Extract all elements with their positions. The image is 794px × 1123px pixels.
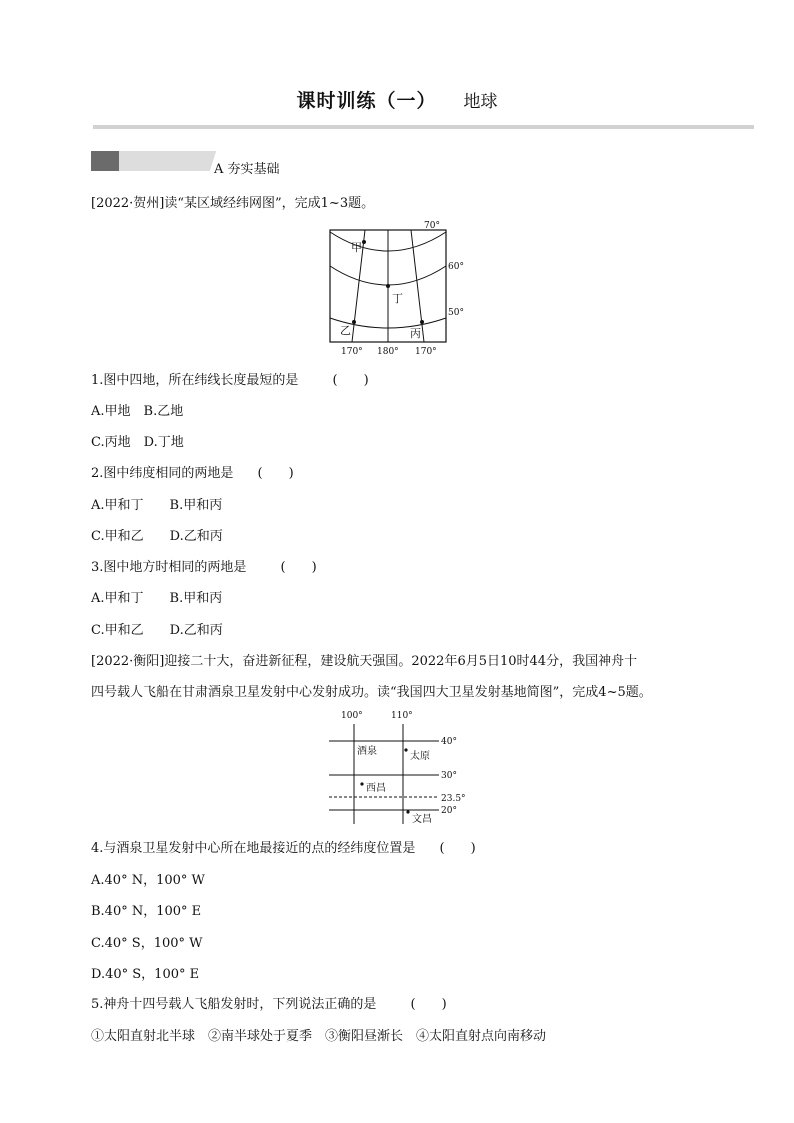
point-wenchang (406, 810, 409, 813)
title-divider (93, 125, 754, 129)
section-label: A 夯实基础 (214, 162, 280, 177)
point-yi (352, 320, 356, 324)
question-1-options-ab: A.甲地 B.乙地 (91, 404, 184, 419)
question-3-options-ab: A.甲和丁 B.甲和丙 (91, 591, 223, 606)
lon-label-170e: 170° (415, 347, 437, 357)
lat-label-30: 30° (441, 771, 457, 781)
question-1-blank: ( ) (332, 373, 369, 388)
point-taiyuan (404, 748, 407, 751)
launch-base-map-figure (324, 706, 474, 830)
section-tab-light (112, 151, 216, 171)
place-jiuquan: 酒泉 (357, 746, 377, 757)
question-1-options-cd: C.丙地 D.丁地 (91, 435, 184, 450)
lat-label-40: 40° (441, 737, 457, 747)
question-1-stem: 1.图中四地，所在纬线长度最短的是 (91, 373, 299, 388)
question-4-option-b: B.40° N，100° E (91, 904, 202, 919)
label-ding: 丁 (392, 292, 403, 305)
question-2-stem: 2.图中纬度相同的两地是 (91, 466, 234, 481)
page-subtitle: 地球 (463, 92, 498, 112)
section-tab-graphic (91, 151, 213, 171)
place-xichang: 西昌 (366, 783, 386, 794)
question-2-blank: ( ) (257, 466, 294, 481)
question-5-stem: 5.神舟十四号载人飞船发射时，下列说法正确的是 (91, 997, 377, 1012)
lat-label-20: 20° (441, 806, 457, 816)
lon-label-100: 100° (341, 711, 363, 721)
question-4-option-a: A.40° N，100° W (91, 873, 205, 888)
question-3-stem: 3.图中地方时相同的两地是 (91, 560, 247, 575)
question-3 (91, 556, 317, 575)
lat-label-70: 70° (424, 221, 440, 231)
page-title: 课时训练（一） (296, 90, 437, 112)
lat-label-23-5: 23.5° (441, 794, 466, 804)
intro-questions-4-5-line1: [2022·衡阳]迎接二十大，奋进新征程，建设航天强国。2022年6月5日10时44分，我国神舟十 (91, 654, 638, 669)
lon-label-110: 110° (391, 711, 413, 721)
intro-questions-1-3: [2022·贺州]读“某区域经纬网图”，完成1~3题。 (91, 196, 375, 211)
question-1 (91, 369, 369, 388)
lat-label-60: 60° (448, 262, 464, 272)
question-4-blank: ( ) (439, 841, 476, 856)
point-ding (386, 284, 390, 288)
lon-label-170w: 170° (341, 347, 363, 357)
place-taiyuan: 太原 (410, 751, 430, 762)
label-yi: 乙 (340, 324, 351, 337)
point-jia (362, 240, 366, 244)
question-5-blank: ( ) (410, 997, 447, 1012)
page-header (0, 86, 794, 113)
intro-questions-4-5-line2: 四号载人飞船在甘肃酒泉卫星发射中心发射成功。读“我国四大卫星发射基地简图”，完成4~5题。 (91, 685, 652, 700)
question-2-options-cd: C.甲和乙 D.乙和丙 (91, 529, 223, 544)
question-2 (91, 462, 294, 481)
question-4-option-d: D.40° S，100° E (91, 967, 200, 982)
question-4-stem: 4.与酒泉卫星发射中心所在地最接近的点的经纬度位置是 (91, 841, 416, 856)
question-3-blank: ( ) (280, 560, 317, 575)
section-tab-dark (91, 151, 119, 171)
question-5 (91, 993, 447, 1012)
label-jia: 甲 (351, 241, 362, 254)
lon-label-180: 180° (377, 347, 399, 357)
question-4-option-c: C.40° S，100° W (91, 936, 203, 951)
question-4 (91, 837, 476, 856)
point-xichang (360, 782, 363, 785)
place-wenchang: 文昌 (412, 814, 432, 825)
question-3-options-cd: C.甲和乙 D.乙和丙 (91, 623, 223, 638)
graticule-map-figure (320, 218, 480, 360)
label-bing: 丙 (410, 327, 421, 340)
question-2-options-ab: A.甲和丁 B.甲和丙 (91, 498, 223, 513)
lat-label-50: 50° (448, 308, 464, 318)
question-5-statements: ①太阳直射北半球 ②南半球处于夏季 ③衡阳昼渐长 ④太阳直射点向南移动 (91, 1029, 547, 1044)
point-bing (420, 320, 424, 324)
